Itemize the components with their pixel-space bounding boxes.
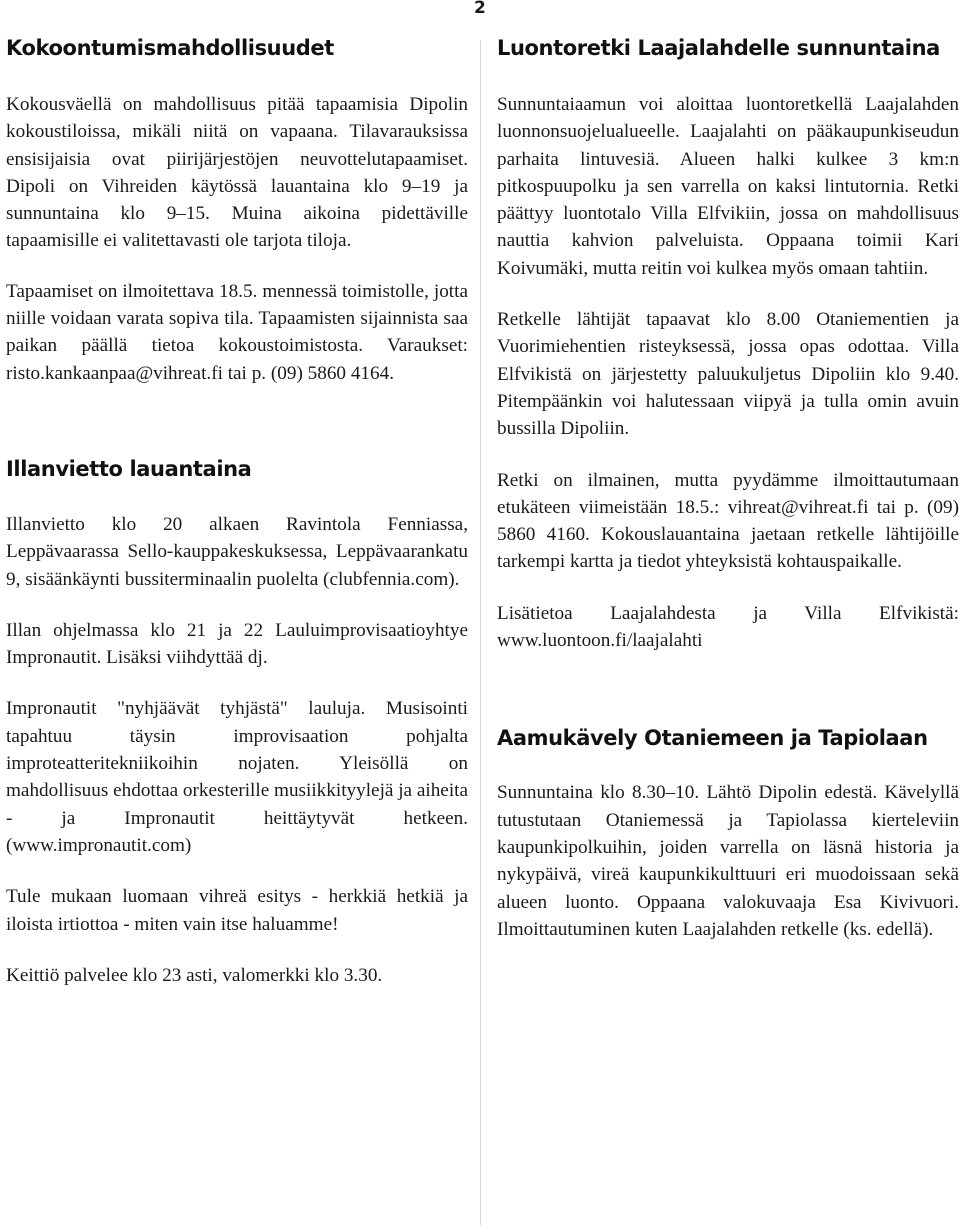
right-column	[497, 0, 959, 943]
paragraph-meeting-registration: Tapaamiset on ilmoitettava 18.5. mennessä toimistolle, jotta niille voidaan varata sopiva tila. Tapaamisten sijainnista saa paikan päällä tietoa kokoustoimistosta. Varaukset: risto.kankaanpaa@vihreat.fi tai p. (09) 5860 4164.	[6, 280, 468, 384]
paragraph-evening-venue: Illanvietto klo 20 alkaen Ravintola Fenniassa, Leppävaarassa Sello-kauppakeskuksessa, Leppävaarankatu 9, sisäänkäynti bussiterminaalin puolelta (clubfennia.com).	[6, 513, 468, 590]
heading-luontoretki: Luontoretki Laajalahdelle sunnuntaina	[497, 36, 940, 60]
paragraph-trip-meeting-point: Retkelle lähtijät tapaavat klo 8.00 Otaniementien ja Vuorimiehentien risteyksessä, jossa opas odottaa. Villa Elfvikistä on järjestetty paluukuljetus Dipoliin klo 9.40. Pitempäänkin voi halutessaan viipyä ja tulla omin avuin bussilla Dipoliin.	[497, 309, 959, 440]
paragraph-meeting-rooms: Kokousväellä on mahdollisuus pitää tapaamisia Dipolin kokoustiloissa, mikäli niitä on vapaana. Tilavarauksissa ensisijaisia ovat piirijärjestöjen neuvottelutapaamiset. Dipoli on Vihreiden käytössä lauantaina klo 9–19 ja sunnuntaina klo 9–15. Muina aikoina pidettäville tapaamisille ei valitettavasti ole tarjota tiloja.	[6, 94, 468, 252]
heading-kokoontumismahdollisuudet: Kokoontumismahdollisuudet	[6, 36, 334, 60]
left-column	[6, 0, 468, 989]
column-divider	[480, 40, 481, 1225]
paragraph-morning-walk: Sunnuntaina klo 8.30–10. Lähtö Dipolin edestä. Kävelyllä tutustutaan Otaniemessä ja Tapiolassa kierteleviin kaupunkipolkuihin, joiden varrella on läsnä historia ja nykypäivä, vireä kaupunkikulttuuri eri muodoissaan sekä alueen luonto. Oppaana valokuvaaja Esa Kivivuori. Ilmoittautuminen kuten Laajalahden retkelle (ks. edellä).	[497, 782, 959, 940]
paragraph-kitchen: Keittiö palvelee klo 23 asti, valomerkki klo 3.30.	[6, 964, 383, 986]
heading-illanvietto: Illanvietto lauantaina	[6, 456, 252, 481]
paragraph-trip-registration: Retki on ilmainen, mutta pyydämme ilmoittautumaan etukäteen viimeistään 18.5.: vihreat@vihreat.fi tai p. (09) 5860 4160. Kokouslauantaina jaetaan retkelle lähtijöille tarkempi kartta ja tiedot yhteyksistä kohtauspaikalle.	[497, 469, 959, 573]
page-number: 2	[474, 0, 486, 18]
paragraph-evening-program: Illan ohjelmassa klo 21 ja 22 Lauluimprovisaatioyhtye Impronautit. Lisäksi viihdyttää dj.	[6, 619, 468, 669]
paragraph-join-us: Tule mukaan luomaan vihreä esitys - herkkiä hetkiä ja iloista irtiottoa - miten vain itse haluamme!	[6, 886, 468, 935]
paragraph-nature-trip: Sunnuntaiaamun voi aloittaa luontoretkellä Laajalahden luonnonsuojelualueelle. Laajalahti on pääkaupunkiseudun parhaita lintuvesiä. Alueen halki kulkee 3 km:n pitkospuupolku ja sen varrella on kaksi lintutornia. Retki päättyy luontotalo Villa Elfvikiin, jossa on mahdollisuus nauttia kahvion palveluista. Oppaana toimii Kari Koivumäki, mutta reitin voi kulkea myös omaan tahtiin.	[497, 94, 959, 279]
heading-aamukavely: Aamukävely Otaniemeen ja Tapiolaan	[497, 726, 928, 751]
paragraph-trip-more-info: Lisätietoa Laajalahdesta ja Villa Elfvikistä: www.luontoon.fi/laajalahti	[497, 602, 959, 652]
paragraph-impronautit: Impronautit "nyhjäävät tyhjästä" lauluja. Musisointi tapahtuu täysin improvisaation pohjalta improteatteritekniikoihin nojaten. Yleisöllä on mahdollisuus ehdottaa orkesterille musiikkityylejä ja aiheita - ja Impronautit heittäytyvät hetkeen. (www.impronautit.com)	[6, 698, 468, 856]
